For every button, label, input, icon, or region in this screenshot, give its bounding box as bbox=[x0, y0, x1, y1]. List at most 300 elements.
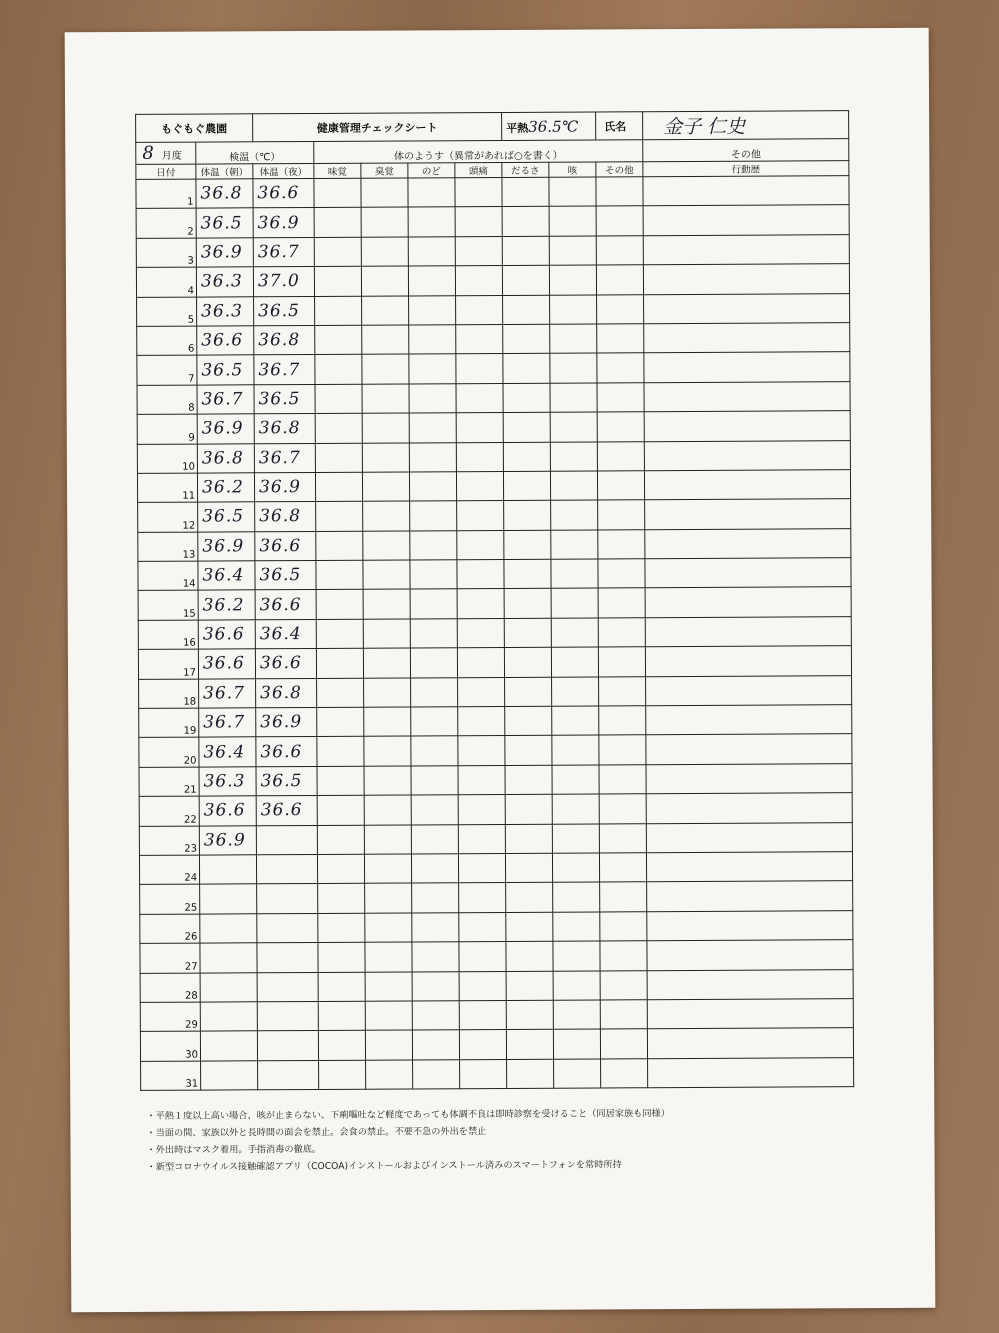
smell-cell[interactable] bbox=[361, 237, 408, 267]
table-row bbox=[137, 470, 850, 503]
headache-cell[interactable] bbox=[458, 677, 505, 707]
headache-cell[interactable] bbox=[456, 471, 503, 501]
headache-cell[interactable] bbox=[455, 236, 502, 266]
fatigue-cell[interactable] bbox=[506, 912, 553, 942]
other-cell[interactable] bbox=[597, 471, 644, 501]
history-cell[interactable] bbox=[645, 499, 851, 529]
morning-temp bbox=[200, 884, 257, 914]
fatigue-cell[interactable] bbox=[503, 442, 550, 472]
throat-cell[interactable] bbox=[411, 824, 458, 854]
taste-cell[interactable] bbox=[316, 590, 363, 620]
cough-cell[interactable] bbox=[553, 941, 600, 971]
smell-cell[interactable] bbox=[364, 707, 411, 737]
smell-cell[interactable] bbox=[362, 413, 409, 443]
table-row bbox=[138, 499, 851, 532]
smell-cell[interactable] bbox=[364, 736, 411, 766]
cough-cell[interactable] bbox=[553, 1000, 600, 1030]
history-cell[interactable] bbox=[647, 999, 853, 1029]
cough-cell[interactable] bbox=[552, 853, 599, 883]
fatigue-cell[interactable] bbox=[504, 647, 551, 677]
table-row bbox=[138, 587, 851, 620]
smell-cell[interactable] bbox=[361, 266, 408, 296]
taste-cell[interactable] bbox=[317, 825, 364, 855]
history-cell[interactable] bbox=[643, 176, 849, 206]
smell-cell[interactable] bbox=[364, 766, 411, 796]
cough-cell[interactable] bbox=[550, 324, 597, 354]
taste-cell[interactable] bbox=[317, 737, 364, 767]
other-cell[interactable] bbox=[598, 618, 645, 648]
history-cell[interactable] bbox=[645, 558, 851, 588]
headache-cell[interactable] bbox=[460, 1059, 507, 1089]
history-cell[interactable] bbox=[645, 587, 851, 617]
history-cell[interactable] bbox=[645, 617, 851, 647]
day-rows bbox=[136, 176, 854, 1091]
headache-cell[interactable] bbox=[457, 618, 504, 648]
throat-cell[interactable] bbox=[409, 295, 456, 325]
headache-cell[interactable] bbox=[458, 736, 505, 766]
history-cell[interactable] bbox=[644, 411, 850, 441]
headache-cell[interactable] bbox=[458, 853, 505, 883]
other-cell[interactable] bbox=[600, 1000, 647, 1030]
throat-cell[interactable] bbox=[408, 207, 455, 237]
taste-cell[interactable] bbox=[314, 178, 361, 208]
morning-temp: 36.6 bbox=[198, 620, 255, 650]
throat-cell[interactable] bbox=[413, 1059, 460, 1089]
headache-cell[interactable] bbox=[459, 942, 506, 972]
headache-cell[interactable] bbox=[456, 413, 503, 443]
history-cell[interactable] bbox=[646, 675, 852, 705]
fatigue-cell[interactable] bbox=[504, 589, 551, 619]
throat-cell[interactable] bbox=[411, 736, 458, 766]
throat-cell[interactable] bbox=[409, 383, 456, 413]
throat-cell[interactable] bbox=[408, 266, 455, 296]
other-cell[interactable] bbox=[598, 559, 645, 589]
throat-cell[interactable] bbox=[411, 795, 458, 825]
taste-cell[interactable] bbox=[318, 942, 365, 972]
headache-cell[interactable] bbox=[458, 795, 505, 825]
throat-cell[interactable] bbox=[410, 501, 457, 531]
fatigue-cell[interactable] bbox=[505, 706, 552, 736]
other-cell[interactable] bbox=[596, 265, 643, 295]
history-cell[interactable] bbox=[644, 323, 850, 353]
headache-cell[interactable] bbox=[456, 324, 503, 354]
throat-cell[interactable] bbox=[409, 472, 456, 502]
heitsu-value: 36.5℃ bbox=[528, 117, 579, 136]
table-row bbox=[136, 176, 849, 209]
cough-cell[interactable] bbox=[550, 383, 597, 413]
taste-cell[interactable] bbox=[315, 325, 362, 355]
cough-cell[interactable] bbox=[553, 1029, 600, 1059]
throat-cell[interactable] bbox=[411, 707, 458, 737]
other-cell[interactable] bbox=[599, 853, 646, 883]
fatigue-cell[interactable] bbox=[503, 471, 550, 501]
night-temp: 36.7 bbox=[254, 443, 315, 473]
fatigue-cell[interactable] bbox=[503, 383, 550, 413]
other-cell[interactable] bbox=[597, 294, 644, 324]
smell-cell[interactable] bbox=[362, 325, 409, 355]
smell-cell[interactable] bbox=[366, 1060, 413, 1090]
day-number: 17 bbox=[138, 649, 198, 679]
other-cell[interactable] bbox=[597, 353, 644, 383]
throat-cell[interactable] bbox=[411, 766, 458, 796]
cough-cell[interactable] bbox=[551, 500, 598, 530]
morning-temp: 36.4 bbox=[198, 561, 255, 591]
headache-cell[interactable] bbox=[455, 207, 502, 237]
other-cell[interactable] bbox=[598, 500, 645, 530]
taste-cell[interactable] bbox=[317, 707, 364, 737]
throat-cell[interactable] bbox=[412, 1001, 459, 1031]
night-temp: 36.6 bbox=[253, 178, 314, 208]
table-row bbox=[136, 264, 849, 297]
night-temp: 36.6 bbox=[256, 796, 317, 826]
smell-cell[interactable] bbox=[364, 825, 411, 855]
fatigue-cell[interactable] bbox=[504, 618, 551, 648]
other-cell[interactable] bbox=[599, 735, 646, 765]
taste-cell[interactable] bbox=[315, 443, 362, 473]
cough-cell[interactable] bbox=[552, 735, 599, 765]
other-cell[interactable] bbox=[600, 912, 647, 942]
cough-cell[interactable] bbox=[552, 794, 599, 824]
throat-cell[interactable] bbox=[411, 677, 458, 707]
fatigue-cell[interactable] bbox=[506, 883, 553, 913]
headache-cell[interactable] bbox=[456, 383, 503, 413]
headache-cell[interactable] bbox=[457, 648, 504, 678]
fatigue-cell[interactable] bbox=[506, 941, 553, 971]
other-cell[interactable] bbox=[597, 412, 644, 442]
day-number: 15 bbox=[138, 591, 198, 621]
throat-cell[interactable] bbox=[410, 530, 457, 560]
day-number: 7 bbox=[137, 355, 197, 385]
fatigue-cell[interactable] bbox=[504, 559, 551, 589]
table-row bbox=[137, 352, 850, 385]
fatigue-cell[interactable] bbox=[505, 824, 552, 854]
morning-temp: 36.9 bbox=[197, 414, 254, 444]
taste-cell[interactable] bbox=[314, 208, 361, 238]
taste-cell[interactable] bbox=[315, 384, 362, 414]
fatigue-cell[interactable] bbox=[504, 530, 551, 560]
smell-cell[interactable] bbox=[363, 589, 410, 619]
fatigue-cell[interactable] bbox=[502, 177, 549, 207]
throat-cell[interactable] bbox=[412, 912, 459, 942]
taste-cell[interactable] bbox=[318, 884, 365, 914]
cough-cell[interactable] bbox=[551, 647, 598, 677]
history-cell[interactable] bbox=[646, 705, 852, 735]
health-check-sheet bbox=[65, 28, 936, 1313]
smell-cell[interactable] bbox=[362, 296, 409, 326]
headache-cell[interactable] bbox=[458, 707, 505, 737]
note-item: ・新型コロナウイルス接触確認アプリ（COCOA)インストールおよびインストール済みのスマートフォンを常時所持 bbox=[146, 1159, 622, 1173]
morning-temp bbox=[200, 1031, 257, 1061]
col-other: その他 bbox=[596, 162, 643, 177]
other-cell[interactable] bbox=[600, 882, 647, 912]
morning-temp: 36.3 bbox=[197, 296, 254, 326]
history-cell[interactable] bbox=[645, 646, 851, 676]
history-cell[interactable] bbox=[647, 969, 853, 999]
throat-cell[interactable] bbox=[409, 354, 456, 384]
morning-temp: 36.7 bbox=[199, 708, 256, 738]
taste-cell[interactable] bbox=[319, 1060, 366, 1090]
history-cell[interactable] bbox=[647, 910, 853, 940]
throat-cell[interactable] bbox=[412, 1030, 459, 1060]
taste-cell[interactable] bbox=[316, 502, 363, 532]
taste-cell[interactable] bbox=[316, 531, 363, 561]
table-row bbox=[138, 528, 851, 561]
other-cell[interactable] bbox=[599, 765, 646, 795]
other-cell[interactable] bbox=[600, 970, 647, 1000]
fatigue-cell[interactable] bbox=[506, 1030, 553, 1060]
other-cell[interactable] bbox=[599, 706, 646, 736]
headache-cell[interactable] bbox=[455, 266, 502, 296]
throat-cell[interactable] bbox=[411, 854, 458, 884]
taste-cell[interactable] bbox=[314, 237, 361, 267]
day-number: 5 bbox=[137, 297, 197, 327]
headache-cell[interactable] bbox=[458, 765, 505, 795]
cough-cell[interactable] bbox=[550, 471, 597, 501]
cough-cell[interactable] bbox=[553, 882, 600, 912]
taste-cell[interactable] bbox=[317, 795, 364, 825]
fatigue-cell[interactable] bbox=[504, 501, 551, 531]
cough-cell[interactable] bbox=[549, 265, 596, 295]
table-row bbox=[141, 1057, 854, 1090]
taste-cell[interactable] bbox=[315, 472, 362, 502]
other-cell[interactable] bbox=[598, 529, 645, 559]
cough-cell[interactable] bbox=[551, 559, 598, 589]
fatigue-cell[interactable] bbox=[505, 765, 552, 795]
history-cell[interactable] bbox=[646, 793, 852, 823]
day-number: 6 bbox=[137, 326, 197, 356]
history-cell[interactable] bbox=[643, 234, 849, 264]
table-row bbox=[138, 617, 851, 650]
history-cell[interactable] bbox=[648, 1057, 854, 1087]
history-cell[interactable] bbox=[646, 852, 852, 882]
fatigue-cell[interactable] bbox=[505, 736, 552, 766]
smell-cell[interactable] bbox=[361, 207, 408, 237]
history-cell[interactable] bbox=[644, 381, 850, 411]
taste-cell[interactable] bbox=[316, 560, 363, 590]
throat-cell[interactable] bbox=[409, 413, 456, 443]
taste-cell[interactable] bbox=[315, 355, 362, 385]
history-cell[interactable] bbox=[643, 205, 849, 235]
cough-cell[interactable] bbox=[551, 588, 598, 618]
cough-cell[interactable] bbox=[552, 824, 599, 854]
history-cell[interactable] bbox=[647, 1028, 853, 1058]
other-cell[interactable] bbox=[596, 206, 643, 236]
history-cell[interactable] bbox=[644, 352, 850, 382]
taste-cell[interactable] bbox=[318, 1001, 365, 1031]
history-cell[interactable] bbox=[644, 470, 850, 500]
other-cell[interactable] bbox=[599, 676, 646, 706]
morning-temp: 36.5 bbox=[196, 208, 253, 238]
morning-temp bbox=[201, 1060, 258, 1090]
headache-cell[interactable] bbox=[459, 1000, 506, 1030]
other-cell[interactable] bbox=[601, 1058, 648, 1088]
smell-cell[interactable] bbox=[363, 648, 410, 678]
smell-cell[interactable] bbox=[364, 854, 411, 884]
fatigue-cell[interactable] bbox=[506, 971, 553, 1001]
cough-cell[interactable] bbox=[550, 442, 597, 472]
smell-cell[interactable] bbox=[362, 442, 409, 472]
headache-cell[interactable] bbox=[456, 295, 503, 325]
morning-temp: 36.8 bbox=[196, 179, 253, 209]
cough-cell[interactable] bbox=[552, 677, 599, 707]
fatigue-cell[interactable] bbox=[503, 324, 550, 354]
smell-cell[interactable] bbox=[365, 1030, 412, 1060]
taste-cell[interactable] bbox=[315, 296, 362, 326]
fatigue-cell[interactable] bbox=[505, 794, 552, 824]
cough-cell[interactable] bbox=[550, 353, 597, 383]
fatigue-cell[interactable] bbox=[502, 265, 549, 295]
name-value: 金子 仁史 bbox=[663, 115, 746, 139]
other-cell[interactable] bbox=[597, 382, 644, 412]
morning-temp: 36.3 bbox=[199, 767, 256, 797]
fatigue-cell[interactable] bbox=[505, 677, 552, 707]
history-cell[interactable] bbox=[646, 763, 852, 793]
headache-cell[interactable] bbox=[458, 824, 505, 854]
other-cell[interactable] bbox=[599, 823, 646, 853]
other-cell[interactable] bbox=[600, 1029, 647, 1059]
fatigue-cell[interactable] bbox=[506, 1000, 553, 1030]
cough-cell[interactable] bbox=[549, 236, 596, 266]
morning-temp: 36.5 bbox=[198, 502, 255, 532]
headache-cell[interactable] bbox=[457, 530, 504, 560]
throat-cell[interactable] bbox=[409, 325, 456, 355]
history-cell[interactable] bbox=[646, 822, 852, 852]
history-cell[interactable] bbox=[644, 293, 850, 323]
other-cell[interactable] bbox=[597, 441, 644, 471]
throat-cell[interactable] bbox=[409, 442, 456, 472]
name-label: 氏名 bbox=[596, 112, 643, 140]
history-cell[interactable] bbox=[647, 881, 853, 911]
smell-cell[interactable] bbox=[363, 619, 410, 649]
smell-cell[interactable] bbox=[364, 795, 411, 825]
other-cell[interactable] bbox=[599, 794, 646, 824]
col-headache: 頭痛 bbox=[455, 162, 502, 177]
headache-cell[interactable] bbox=[456, 354, 503, 384]
headache-cell[interactable] bbox=[457, 589, 504, 619]
throat-cell[interactable] bbox=[408, 237, 455, 267]
other-cell[interactable] bbox=[598, 647, 645, 677]
taste-cell[interactable] bbox=[317, 854, 364, 884]
history-cell[interactable] bbox=[646, 734, 852, 764]
history-cell[interactable] bbox=[643, 264, 849, 294]
headache-cell[interactable] bbox=[459, 971, 506, 1001]
throat-cell[interactable] bbox=[410, 619, 457, 649]
month-value: 8 bbox=[142, 142, 154, 164]
headache-cell[interactable] bbox=[456, 442, 503, 472]
fatigue-cell[interactable] bbox=[502, 236, 549, 266]
smell-cell[interactable] bbox=[363, 531, 410, 561]
cough-cell[interactable] bbox=[550, 412, 597, 442]
throat-cell[interactable] bbox=[412, 971, 459, 1001]
cough-cell[interactable] bbox=[549, 177, 596, 207]
day-number: 23 bbox=[139, 826, 199, 856]
taste-cell[interactable] bbox=[318, 1031, 365, 1061]
fatigue-cell[interactable] bbox=[507, 1059, 554, 1089]
other-cell[interactable] bbox=[598, 588, 645, 618]
throat-cell[interactable] bbox=[410, 560, 457, 590]
smell-cell[interactable] bbox=[362, 354, 409, 384]
headache-cell[interactable] bbox=[455, 177, 502, 207]
taste-cell[interactable] bbox=[318, 913, 365, 943]
fatigue-cell[interactable] bbox=[503, 295, 550, 325]
night-temp: 36.5 bbox=[256, 766, 317, 796]
cough-cell[interactable] bbox=[551, 618, 598, 648]
headache-cell[interactable] bbox=[457, 501, 504, 531]
throat-cell[interactable] bbox=[412, 942, 459, 972]
other-cell[interactable] bbox=[600, 941, 647, 971]
other-cell[interactable] bbox=[597, 324, 644, 354]
night-temp: 36.4 bbox=[255, 619, 316, 649]
headache-cell[interactable] bbox=[459, 883, 506, 913]
smell-cell[interactable] bbox=[361, 178, 408, 208]
morning-temp: 36.6 bbox=[198, 649, 255, 679]
taste-cell[interactable] bbox=[317, 766, 364, 796]
night-temp bbox=[256, 854, 317, 884]
taste-cell[interactable] bbox=[314, 266, 361, 296]
cough-cell[interactable] bbox=[554, 1059, 601, 1089]
night-temp: 36.6 bbox=[256, 737, 317, 767]
morning-temp: 36.6 bbox=[197, 326, 254, 356]
headache-cell[interactable] bbox=[459, 1030, 506, 1060]
day-number: 2 bbox=[136, 208, 196, 238]
cough-cell[interactable] bbox=[553, 912, 600, 942]
smell-cell[interactable] bbox=[362, 384, 409, 414]
cough-cell[interactable] bbox=[553, 971, 600, 1001]
smell-cell[interactable] bbox=[364, 678, 411, 708]
history-cell[interactable] bbox=[645, 528, 851, 558]
other-cell[interactable] bbox=[596, 177, 643, 207]
history-cell[interactable] bbox=[644, 440, 850, 470]
table-row bbox=[139, 705, 852, 738]
smell-cell[interactable] bbox=[363, 560, 410, 590]
smell-cell[interactable] bbox=[365, 913, 412, 943]
night-temp: 36.8 bbox=[256, 678, 317, 708]
smell-cell[interactable] bbox=[365, 1001, 412, 1031]
headache-cell[interactable] bbox=[457, 560, 504, 590]
cough-cell[interactable] bbox=[550, 295, 597, 325]
cough-cell[interactable] bbox=[549, 206, 596, 236]
throat-cell[interactable] bbox=[410, 589, 457, 619]
smell-cell[interactable] bbox=[365, 972, 412, 1002]
smell-cell[interactable] bbox=[365, 942, 412, 972]
cough-cell[interactable] bbox=[552, 765, 599, 795]
col-morning: 体温（朝） bbox=[196, 164, 253, 179]
headache-cell[interactable] bbox=[459, 912, 506, 942]
fatigue-cell[interactable] bbox=[503, 354, 550, 384]
fatigue-cell[interactable] bbox=[503, 412, 550, 442]
throat-cell[interactable] bbox=[408, 178, 455, 208]
smell-cell[interactable] bbox=[363, 501, 410, 531]
cough-cell[interactable] bbox=[551, 530, 598, 560]
col-date: 日付 bbox=[136, 164, 196, 179]
taste-cell[interactable] bbox=[317, 678, 364, 708]
smell-cell[interactable] bbox=[362, 472, 409, 502]
taste-cell[interactable] bbox=[315, 413, 362, 443]
heitsu-cell bbox=[502, 112, 596, 140]
throat-cell[interactable] bbox=[410, 648, 457, 678]
taste-cell[interactable] bbox=[316, 648, 363, 678]
history-cell[interactable] bbox=[647, 940, 853, 970]
taste-cell[interactable] bbox=[318, 972, 365, 1002]
other-cell[interactable] bbox=[596, 236, 643, 266]
throat-cell[interactable] bbox=[412, 883, 459, 913]
smell-cell[interactable] bbox=[365, 883, 412, 913]
fatigue-cell[interactable] bbox=[502, 207, 549, 237]
col-taste: 味覚 bbox=[314, 163, 361, 178]
taste-cell[interactable] bbox=[316, 619, 363, 649]
fatigue-cell[interactable] bbox=[505, 853, 552, 883]
cough-cell[interactable] bbox=[552, 706, 599, 736]
